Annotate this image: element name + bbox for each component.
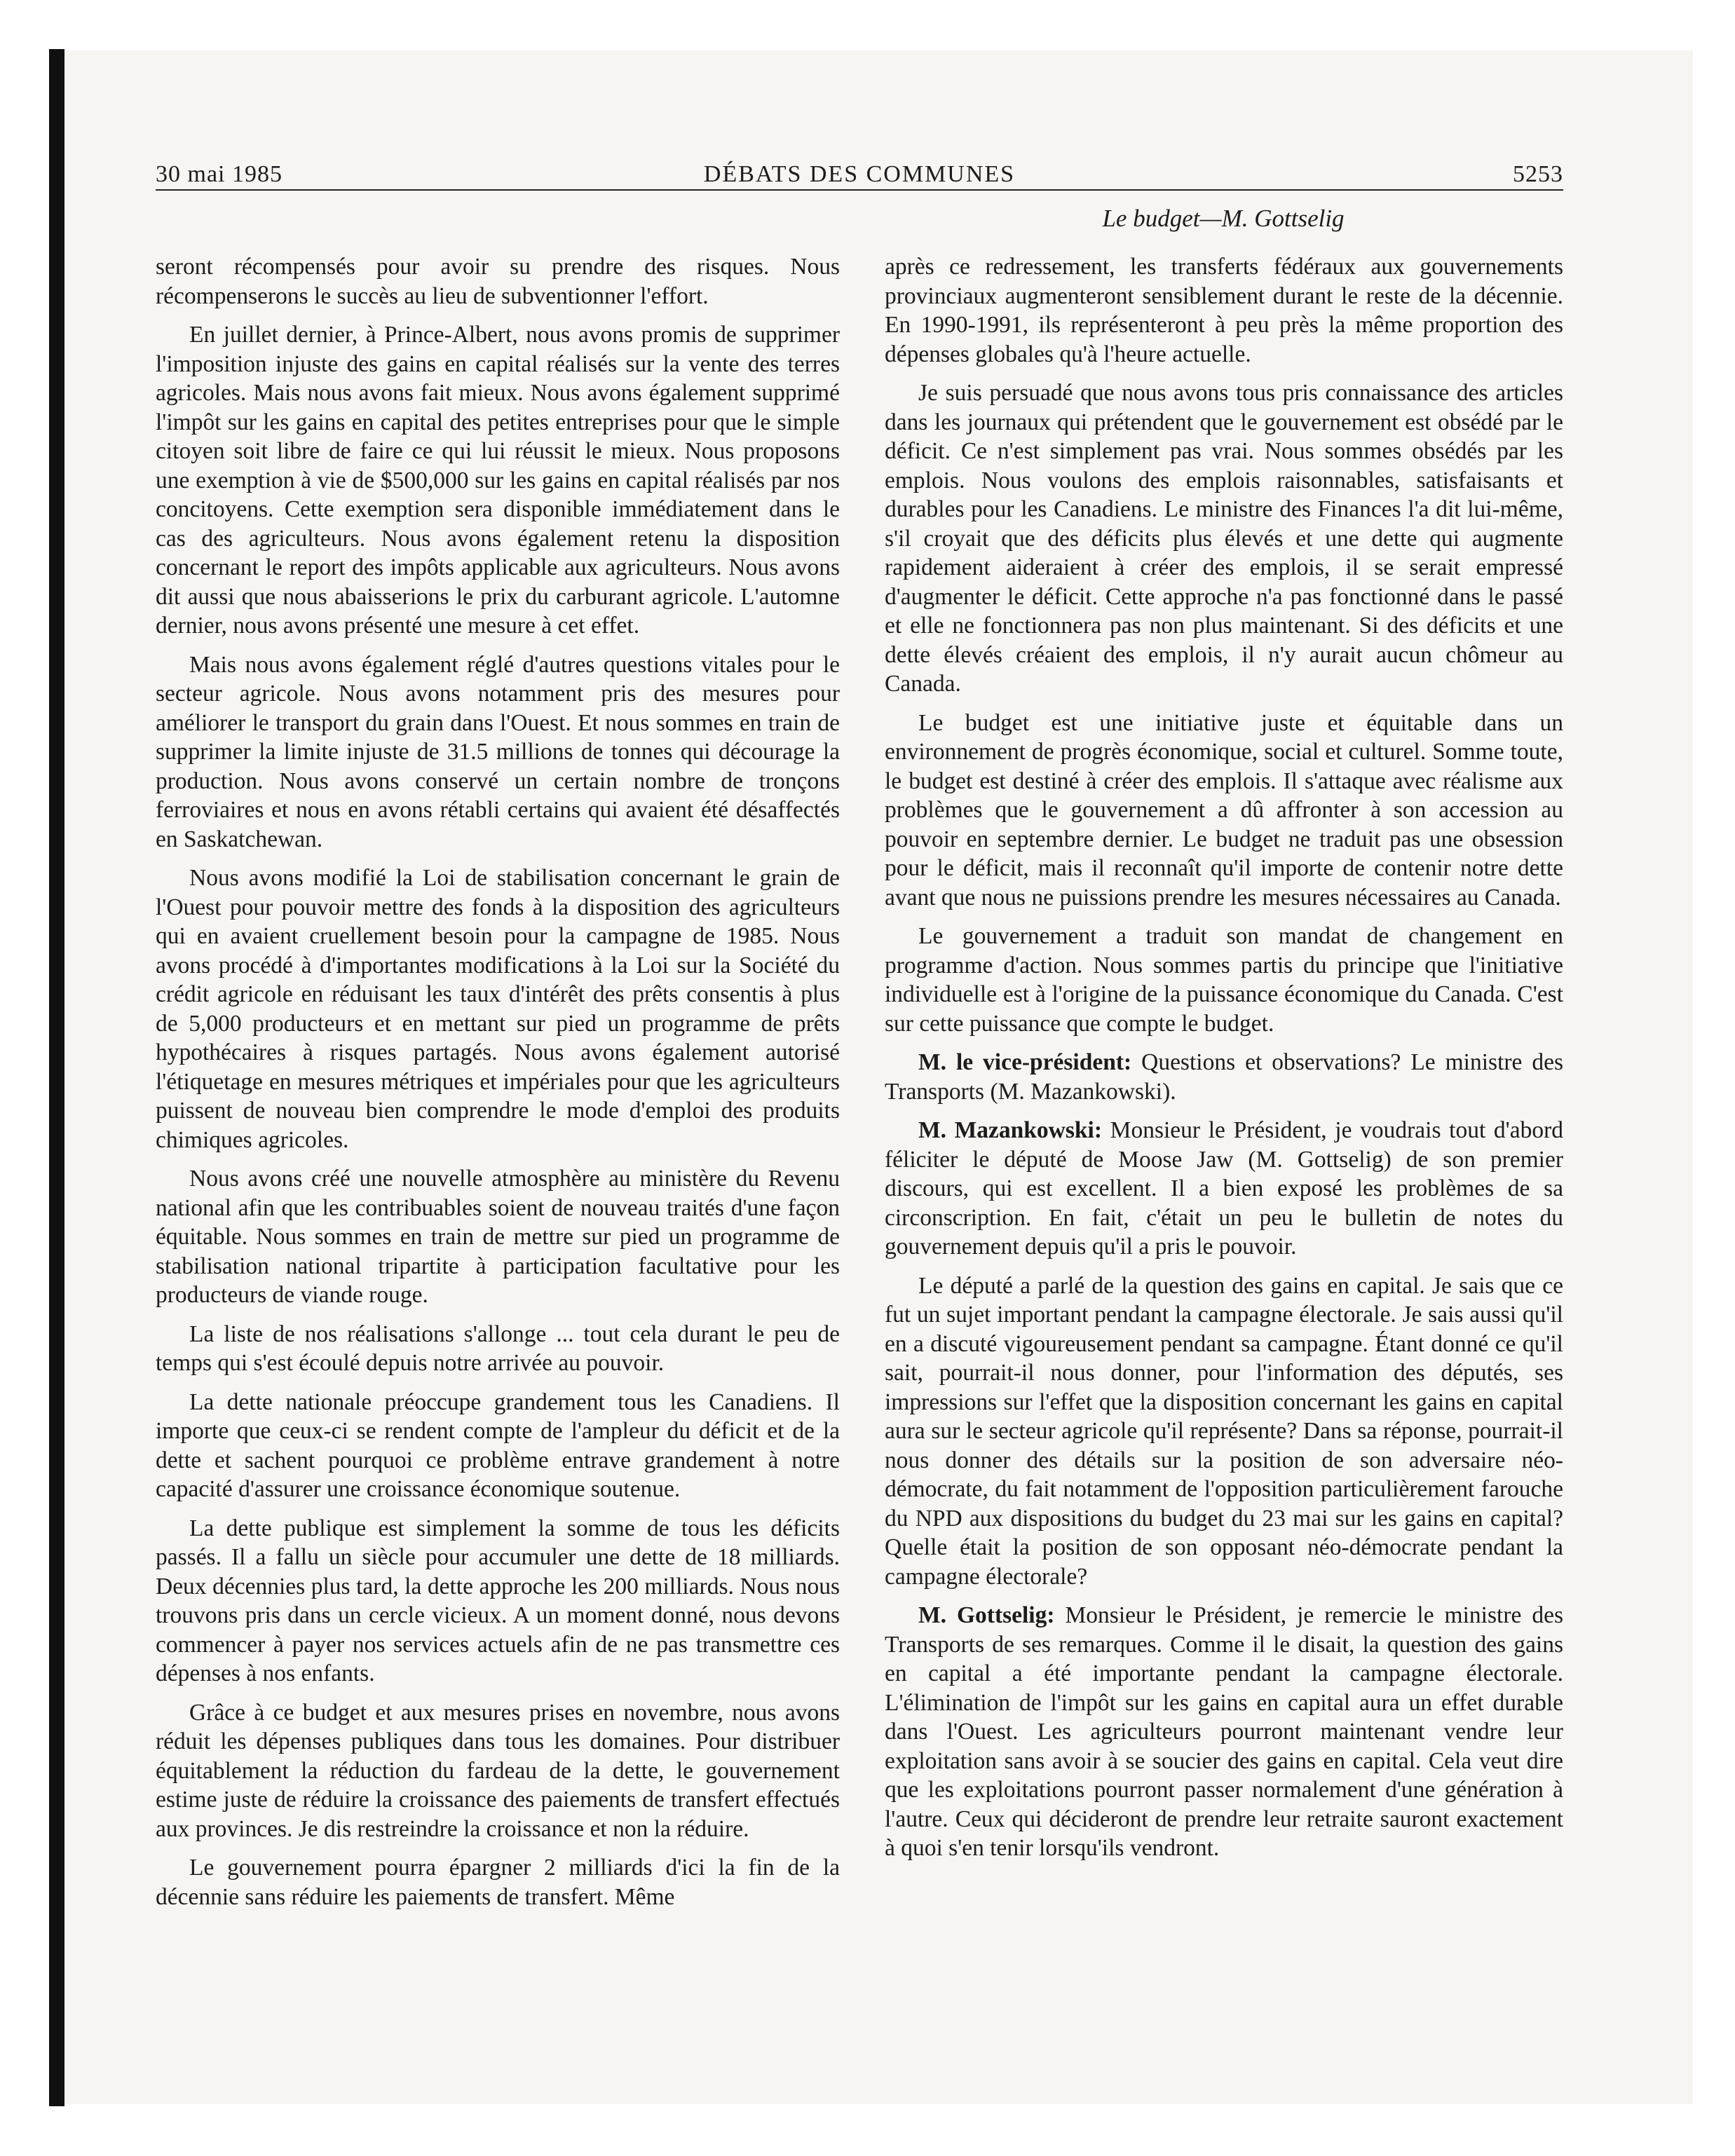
paragraph xyxy=(885,709,1563,913)
speech-paragraph xyxy=(885,1048,1563,1106)
paragraph-text: Le député a parlé de la question des gains en capital. Je sais que ce fut un sujet important pendant la campagne électorale. Je sais aussi qu'il en a discuté vigoureusement pendant sa campagne. Étant donné ce qu'il sait, pourrait-il nous donner, pour l'information des députés, ses impressions sur l'effet que la disposition concernant les gains en capital aura sur le secteur agricole qu'il représente? Dans sa réponse, pourrait-il nous donner des détails sur la position de son adversaire néo-démocrate, du fait notamment de l'opposition particulièrement farouche du NPD aux dispositions du budget du 23 mai sur les gains en capital? Quelle était la position de son opposant néo-démocrate pendant la campagne électorale? xyxy=(885,1272,1563,1590)
paragraph: Mais nous avons également réglé d'autres questions vitales pour le secteur agricole. Nous avons notamment pris des mesures pour améliorer le transport du grain dans l'Ouest. Et nous sommes en train de supprimer la limite injuste de 31.5 millions de tonnes qui décourage la production. Nous avons conservé un certain nombre de tronçons ferroviaires et nous en avons rétabli certains qui avaient été désaffectés en Saskatchewan. xyxy=(156,651,840,852)
paragraph: La liste de nos réalisations s'allonge ... tout cela durant le peu de temps qui s'est écoulé depuis notre arrivée au pouvoir. xyxy=(156,1321,840,1376)
speech-paragraph xyxy=(885,1601,1563,1863)
paragraph-text: Je suis persuadé que nous avons tous pris connaissance des articles dans les journaux qui prétendent que le gouvernement est obsédé par le déficit. Ce n'est simplement pas vrai. Nous sommes obsédés par les emplois. Nous voulons des emplois raisonnables, satisfaisants et durables pour les Canadiens. Le ministre des Finances l'a dit lui-même, s'il croyait que des déficits plus élevés et une dette qui augmente rapidement aideraient à créer des emplois, il se serait empressé d'augmenter le déficit. Cette approche n'a pas fonctionné dans le passé et elle ne fonctionnera pas non plus maintenant. Si des déficits et une dette élevés créaient des emplois, il n'y aurait aucun chômeur au Canada. xyxy=(885,380,1563,697)
speaker-name: M. le vice-président: xyxy=(918,1049,1132,1075)
header-rule xyxy=(156,189,1563,191)
paragraph-text: Questions et observations? Le ministre des Transports (M. Mazankowski). xyxy=(885,1049,1564,1105)
left-column xyxy=(156,252,840,1921)
paragraph: seront récompensés pour avoir su prendre des risques. Nous récompenserons le succès au lieu de subventionner l'effort. xyxy=(156,254,840,309)
paragraph-text: après ce redressement, les transferts fédéraux aux gouvernements provinciaux augmenteront sensiblement durant le reste de la décennie. En 1990-1991, ils représenteront à peu près la même proportion des dépenses globales qu'à l'heure actuelle. xyxy=(885,254,1563,367)
paragraph xyxy=(885,378,1563,699)
header-page-number: 5253 xyxy=(1513,161,1563,187)
paragraph-text: Monsieur le Président, je remercie le ministre des Transports de ses remarques. Comme il le disait, la question des gains en capital a été importante pendant la campagne électorale. L'élimination de l'impôt sur les gains en capital aura un effet durable dans l'Ouest. Les agriculteurs pourront maintenant vendre leur exploitation sans avoir à se soucier des gains en capital. Cela veut dire que les exploitations pourront passer normalement d'une génération à l'autre. Ceux qui décideront de prendre leur retraite sauront exactement à quoi s'en tenir lorsqu'ils vendront. xyxy=(885,1602,1563,1861)
speech-paragraph xyxy=(885,1116,1563,1262)
paragraph-text: Le gouvernement a traduit son mandat de changement en programme d'action. Nous sommes partis du principe que l'initiative individuelle est à l'origine de la puissance économique du Canada. C'est sur cette puissance que compte le budget. xyxy=(885,923,1563,1037)
speaker-name: M. Mazankowski: xyxy=(918,1117,1102,1143)
scan-edge xyxy=(49,49,64,2106)
paragraph: La dette publique est simplement la somme de tous les déficits passés. Il a fallu un siècle pour accumuler une dette de 18 milliards. Deux décennies plus tard, la dette approche les 200 milliards. Nous nous trouvons pris dans un cercle vicieux. A un moment donné, nous devons commencer à payer nos services actuels afin de ne pas transmettre ces dépenses à nos enfants. xyxy=(156,1515,840,1686)
paragraph-text: Monsieur le Président, je voudrais tout d'abord féliciter le député de Moose Jaw (M. Gottselig) de son premier discours, qui est excellent. Il a bien exposé les problèmes de sa circonscription. En fait, c'était un peu le bulletin de notes du gouvernement depuis qu'il a pris le pouvoir. xyxy=(885,1117,1563,1260)
page-header xyxy=(156,156,1563,192)
speaker-name: M. Gottselig: xyxy=(918,1602,1055,1628)
running-head: Le budget—M. Gottselig xyxy=(1102,205,1345,232)
paragraph xyxy=(885,922,1563,1038)
paragraph: Le gouvernement pourra épargner 2 milliards d'ici la fin de la décennie sans réduire les paiements de transfert. Même xyxy=(156,1855,840,1910)
paragraph: Nous avons créé une nouvelle atmosphère au ministère du Revenu national afin que les contribuables soient de nouveau traités d'une façon équitable. Nous sommes en train de mettre sur pied un programme de stabilisation national tripartite à participation facultative pour les producteurs de viande rouge. xyxy=(156,1166,840,1308)
paragraph: Nous avons modifié la Loi de stabilisation concernant le grain de l'Ouest pour pouvoir mettre des fonds à la disposition des agriculteurs qui en avaient cruellement besoin pour la campagne de 1985. Nous avons procédé à d'importantes modifications à la Loi sur la Société du crédit agricole en réduisant les taux d'intérêt des prêts consentis à plus de 5,000 producteurs et en mettant sur pied un programme de prêts hypothécaires à risques partagés. Nous avons également autorisé l'étiquetage en mesures métriques et impériales pour que les agriculteurs puissent de nouveau bien comprendre le mode d'emploi des produits chimiques agricoles. xyxy=(156,865,840,1153)
paragraph: En juillet dernier, à Prince-Albert, nous avons promis de supprimer l'imposition injuste des gains en capital réalisés sur la vente des terres agricoles. Mais nous avons fait mieux. Nous avons également supprimé l'impôt sur les gains en capital des petites entreprises pour que le simple citoyen soit libre de faire ce qui lui réussit le mieux. Nous proposons une exemption à vie de $500,000 sur les gains en capital réalisés par nos concitoyens. Cette exemption sera disponible immédiatement dans le cas des agriculteurs. Nous avons également retenu la disposition concernant le report des impôts applicable aux agriculteurs. Nous avons dit aussi que nous abaisserions le prix du carburant agricole. L'automne dernier, nous avons présenté une mesure à cet effet. xyxy=(156,322,840,639)
paragraph xyxy=(885,1271,1563,1592)
paragraph-text: Le budget est une initiative juste et équitable dans un environnement de progrès économique, social et culturel. Somme toute, le budget est destiné à créer des emplois. Il s'attaque avec réalisme aux problèmes que le gouvernement a dû affronter à son accession au pouvoir en septembre dernier. Le budget ne traduit pas une obsession pour le déficit, mais il reconnaît qu'il importe de contenir notre dette avant que nous ne puissions prendre les mesures nécessaires au Canada. xyxy=(885,709,1563,910)
paragraph xyxy=(885,252,1563,369)
paragraph: Grâce à ce budget et aux mesures prises en novembre, nous avons réduit les dépenses publiques dans tous les domaines. Pour distribuer équitablement la réduction du fardeau de la dette, le gouvernement estime juste de réduire la croissance des paiements de transfert effectués aux provinces. Je dis restreindre la croissance et non la réduire. xyxy=(156,1699,840,1842)
right-column xyxy=(885,252,1563,1873)
header-date: 30 mai 1985 xyxy=(156,161,283,187)
paragraph: La dette nationale préoccupe grandement tous les Canadiens. Il importe que ceux-ci se rendent compte de l'ampleur du déficit et de la dette et sachent pourquoi ce problème entrave grandement à notre capacité d'assurer une croissance économique soutenue. xyxy=(156,1389,840,1502)
header-title: DÉBATS DES COMMUNES xyxy=(703,161,1016,187)
